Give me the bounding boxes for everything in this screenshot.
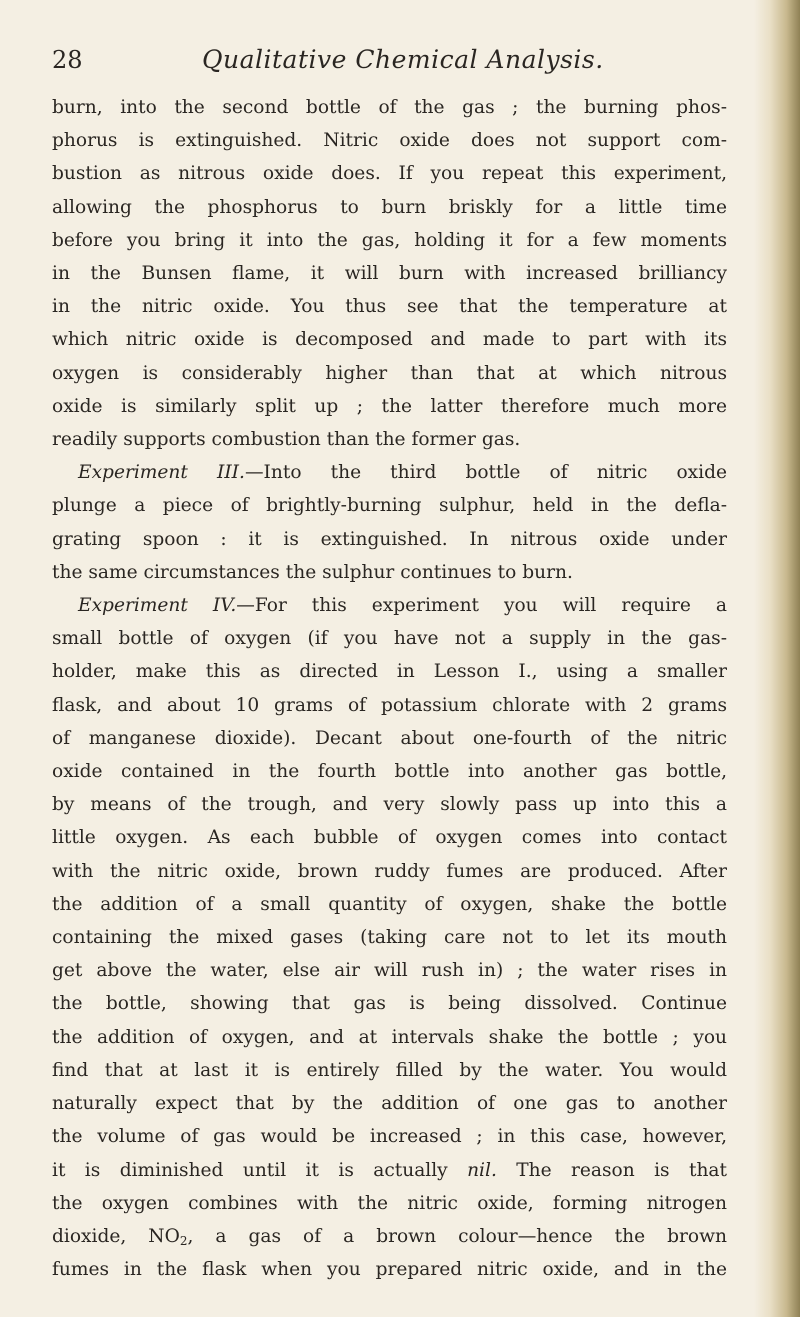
text-line: the bottle, showing that gas is being dissolved. Continue: [52, 993, 727, 1015]
text-line: oxide contained in the fourth bottle into another gas bottle,: [52, 761, 727, 783]
text-line: grating spoon : it is extinguished. In nitrous oxide under: [52, 528, 727, 550]
text-line: get above the water, else air will rush in) ; the water rises in: [52, 960, 727, 982]
text-line: find that at last it is entirely filled by the water. You would: [52, 1059, 727, 1081]
text-line: phorus is extinguished. Nitric oxide does not support com-: [52, 130, 727, 152]
text-line: by means of the trough, and very slowly pass up into this a: [52, 794, 727, 816]
experiment-3-title: Experiment III.: [78, 462, 245, 484]
experiment-4-title: Experiment IV.: [78, 595, 237, 617]
text-line: with the nitric oxide, brown ruddy fumes are produced. After: [52, 860, 727, 882]
text-line: little oxygen. As each bubble of oxygen comes into contact: [52, 827, 727, 849]
no2-line: [52, 1220, 727, 1253]
text-line: the volume of gas would be increased ; in this case, however,: [52, 1126, 727, 1148]
text-line: small bottle of oxygen (if you have not a supply in the gas-: [52, 628, 727, 650]
text-line: plunge a piece of brightly-burning sulphur, held in the defla-: [52, 495, 727, 517]
text-run: dioxide, NO: [52, 1225, 180, 1247]
text-run: —Into the third bottle of nitric oxide: [244, 462, 727, 484]
text-run: —For this experiment you will require a: [236, 595, 727, 617]
text-line: containing the mixed gases (taking care not to let its mouth: [52, 927, 727, 949]
nil-word: nil.: [467, 1159, 497, 1181]
text-line: in the nitric oxide. You thus see that the temperature at: [52, 296, 727, 318]
text-line: the addition of a small quantity of oxygen, shake the bottle: [52, 893, 727, 915]
text-run: The reason is that: [496, 1159, 727, 1181]
text-run: it is diminished until it is actually: [52, 1159, 468, 1181]
running-title: Qualitative Chemical Analysis.: [202, 45, 604, 74]
text-line: burn, into the second bottle of the gas ; the burning phos-: [52, 97, 727, 118]
text-line: the same circumstances the sulphur continues to burn.: [52, 561, 573, 583]
nil-line: [52, 1154, 727, 1187]
text-line: oxygen is considerably higher than that at which nitrous: [52, 362, 727, 384]
subscript-2: 2: [179, 1233, 188, 1248]
page-number: 28: [52, 46, 83, 74]
text-line: the addition of oxygen, and at intervals shake the bottle ; you: [52, 1026, 727, 1048]
text-line: readily supports combustion than the former gas.: [52, 429, 521, 451]
text-line: oxide is similarly split up ; the latter therefore much more: [52, 395, 727, 417]
text-line: fumes in the flask when you prepared nitric oxide, and in the: [52, 1259, 727, 1281]
text-line: allowing the phosphorus to burn briskly for a little time: [52, 196, 727, 218]
text-line: bustion as nitrous oxide does. If you repeat this experiment,: [52, 163, 727, 185]
text-line: holder, make this as directed in Lesson I., using a smaller: [52, 661, 727, 683]
text-line: the oxygen combines with the nitric oxide, forming nitrogen: [52, 1192, 727, 1214]
page-edge-shadow: [754, 0, 800, 1317]
body-text: [52, 91, 727, 1286]
experiment-3-first-line: [52, 456, 727, 489]
text-line: before you bring it into the gas, holding it for a few moments: [52, 229, 727, 251]
page-header: [52, 40, 722, 80]
text-line: which nitric oxide is decomposed and made to part with its: [52, 329, 727, 351]
text-line: of manganese dioxide). Decant about one-fourth of the nitric: [52, 727, 727, 749]
text-line: flask, and about 10 grams of potassium chlorate with 2 grams: [52, 694, 727, 716]
text-line: naturally expect that by the addition of one gas to another: [52, 1093, 727, 1115]
text-line: in the Bunsen flame, it will burn with increased brilliancy: [52, 263, 727, 285]
experiment-4-first-line: [52, 589, 727, 622]
text-run: , a gas of a brown colour—hence the brown: [187, 1225, 727, 1247]
